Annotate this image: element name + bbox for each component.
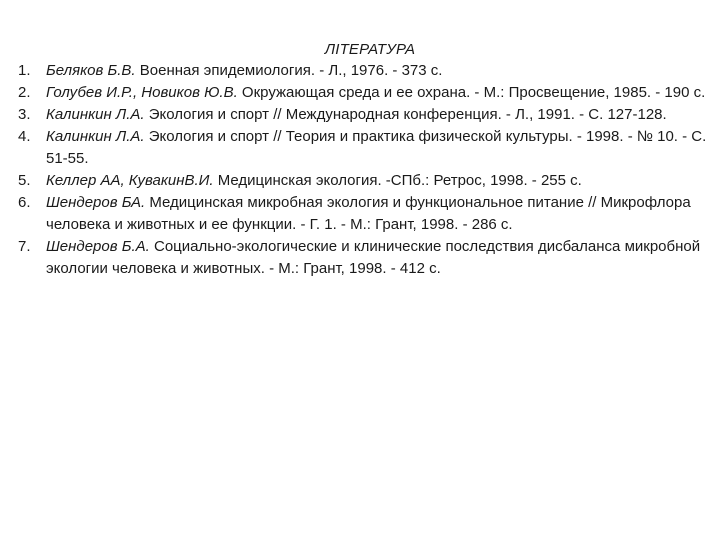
reference-text: [46, 126, 708, 170]
reference-list: [18, 60, 708, 280]
reference-text: [46, 170, 708, 192]
reference-description: Военная эпидемиология. - Л., 1976. - 373 с.: [135, 62, 443, 79]
reference-text: [46, 104, 708, 126]
reference-author: Калинкин Л.А.: [46, 128, 145, 145]
reference-item: [18, 82, 708, 104]
reference-author: Беляков Б.В.: [46, 62, 136, 79]
reference-number: 3.: [18, 106, 31, 123]
reference-item: [18, 170, 708, 192]
reference-number: 4.: [18, 128, 31, 145]
reference-text: [46, 60, 708, 82]
reference-description: Окружающая среда и ее охрана. - М.: Просвещение, 1985. - 190 с.: [237, 84, 706, 101]
reference-text: [46, 192, 708, 236]
reference-number: 6.: [18, 194, 31, 211]
reference-number: 2.: [18, 84, 31, 101]
reference-number: 7.: [18, 238, 31, 255]
reference-item: [18, 60, 708, 82]
reference-text: [46, 82, 708, 104]
reference-author: Шендеров Б.А.: [46, 238, 150, 255]
reference-number: 5.: [18, 172, 31, 189]
reference-item: [18, 104, 708, 126]
page-title: ЛІТЕРАТУРА: [324, 41, 416, 58]
reference-item: [18, 236, 708, 280]
reference-author: Голубев И.Р., Новиков Ю.В.: [46, 84, 238, 101]
reference-text: [46, 236, 708, 280]
reference-description: Медицинская экология. -СПб.: Ретрос, 1998. - 255 с.: [213, 172, 582, 189]
reference-item: [18, 126, 708, 170]
reference-author: Келлер АА, КувакинВ.И.: [46, 172, 214, 189]
reference-author: Шендеров БА.: [46, 194, 146, 211]
reference-description: Медицинская микробная экология и функциональное питание // Микрофлора человека и животных и ее функции. - Г. 1. - М.: Грант, 1998. - 286 с.: [46, 194, 691, 233]
reference-item: [18, 192, 708, 236]
reference-number: 1.: [18, 62, 31, 79]
reference-author: Калинкин Л.А.: [46, 106, 145, 123]
reference-description: Экология и спорт // Теория и практика физической культуры. - 1998. - № 10. - С. 51-55.: [46, 128, 707, 167]
reference-description: Экология и спорт // Международная конференция. - Л., 1991. - С. 127-128.: [144, 106, 667, 123]
reference-description: Социально-экологические и клинические последствия дисбаланса микробной экологии человека и животных. - М.: Грант, 1998. - 412 с.: [46, 238, 701, 277]
